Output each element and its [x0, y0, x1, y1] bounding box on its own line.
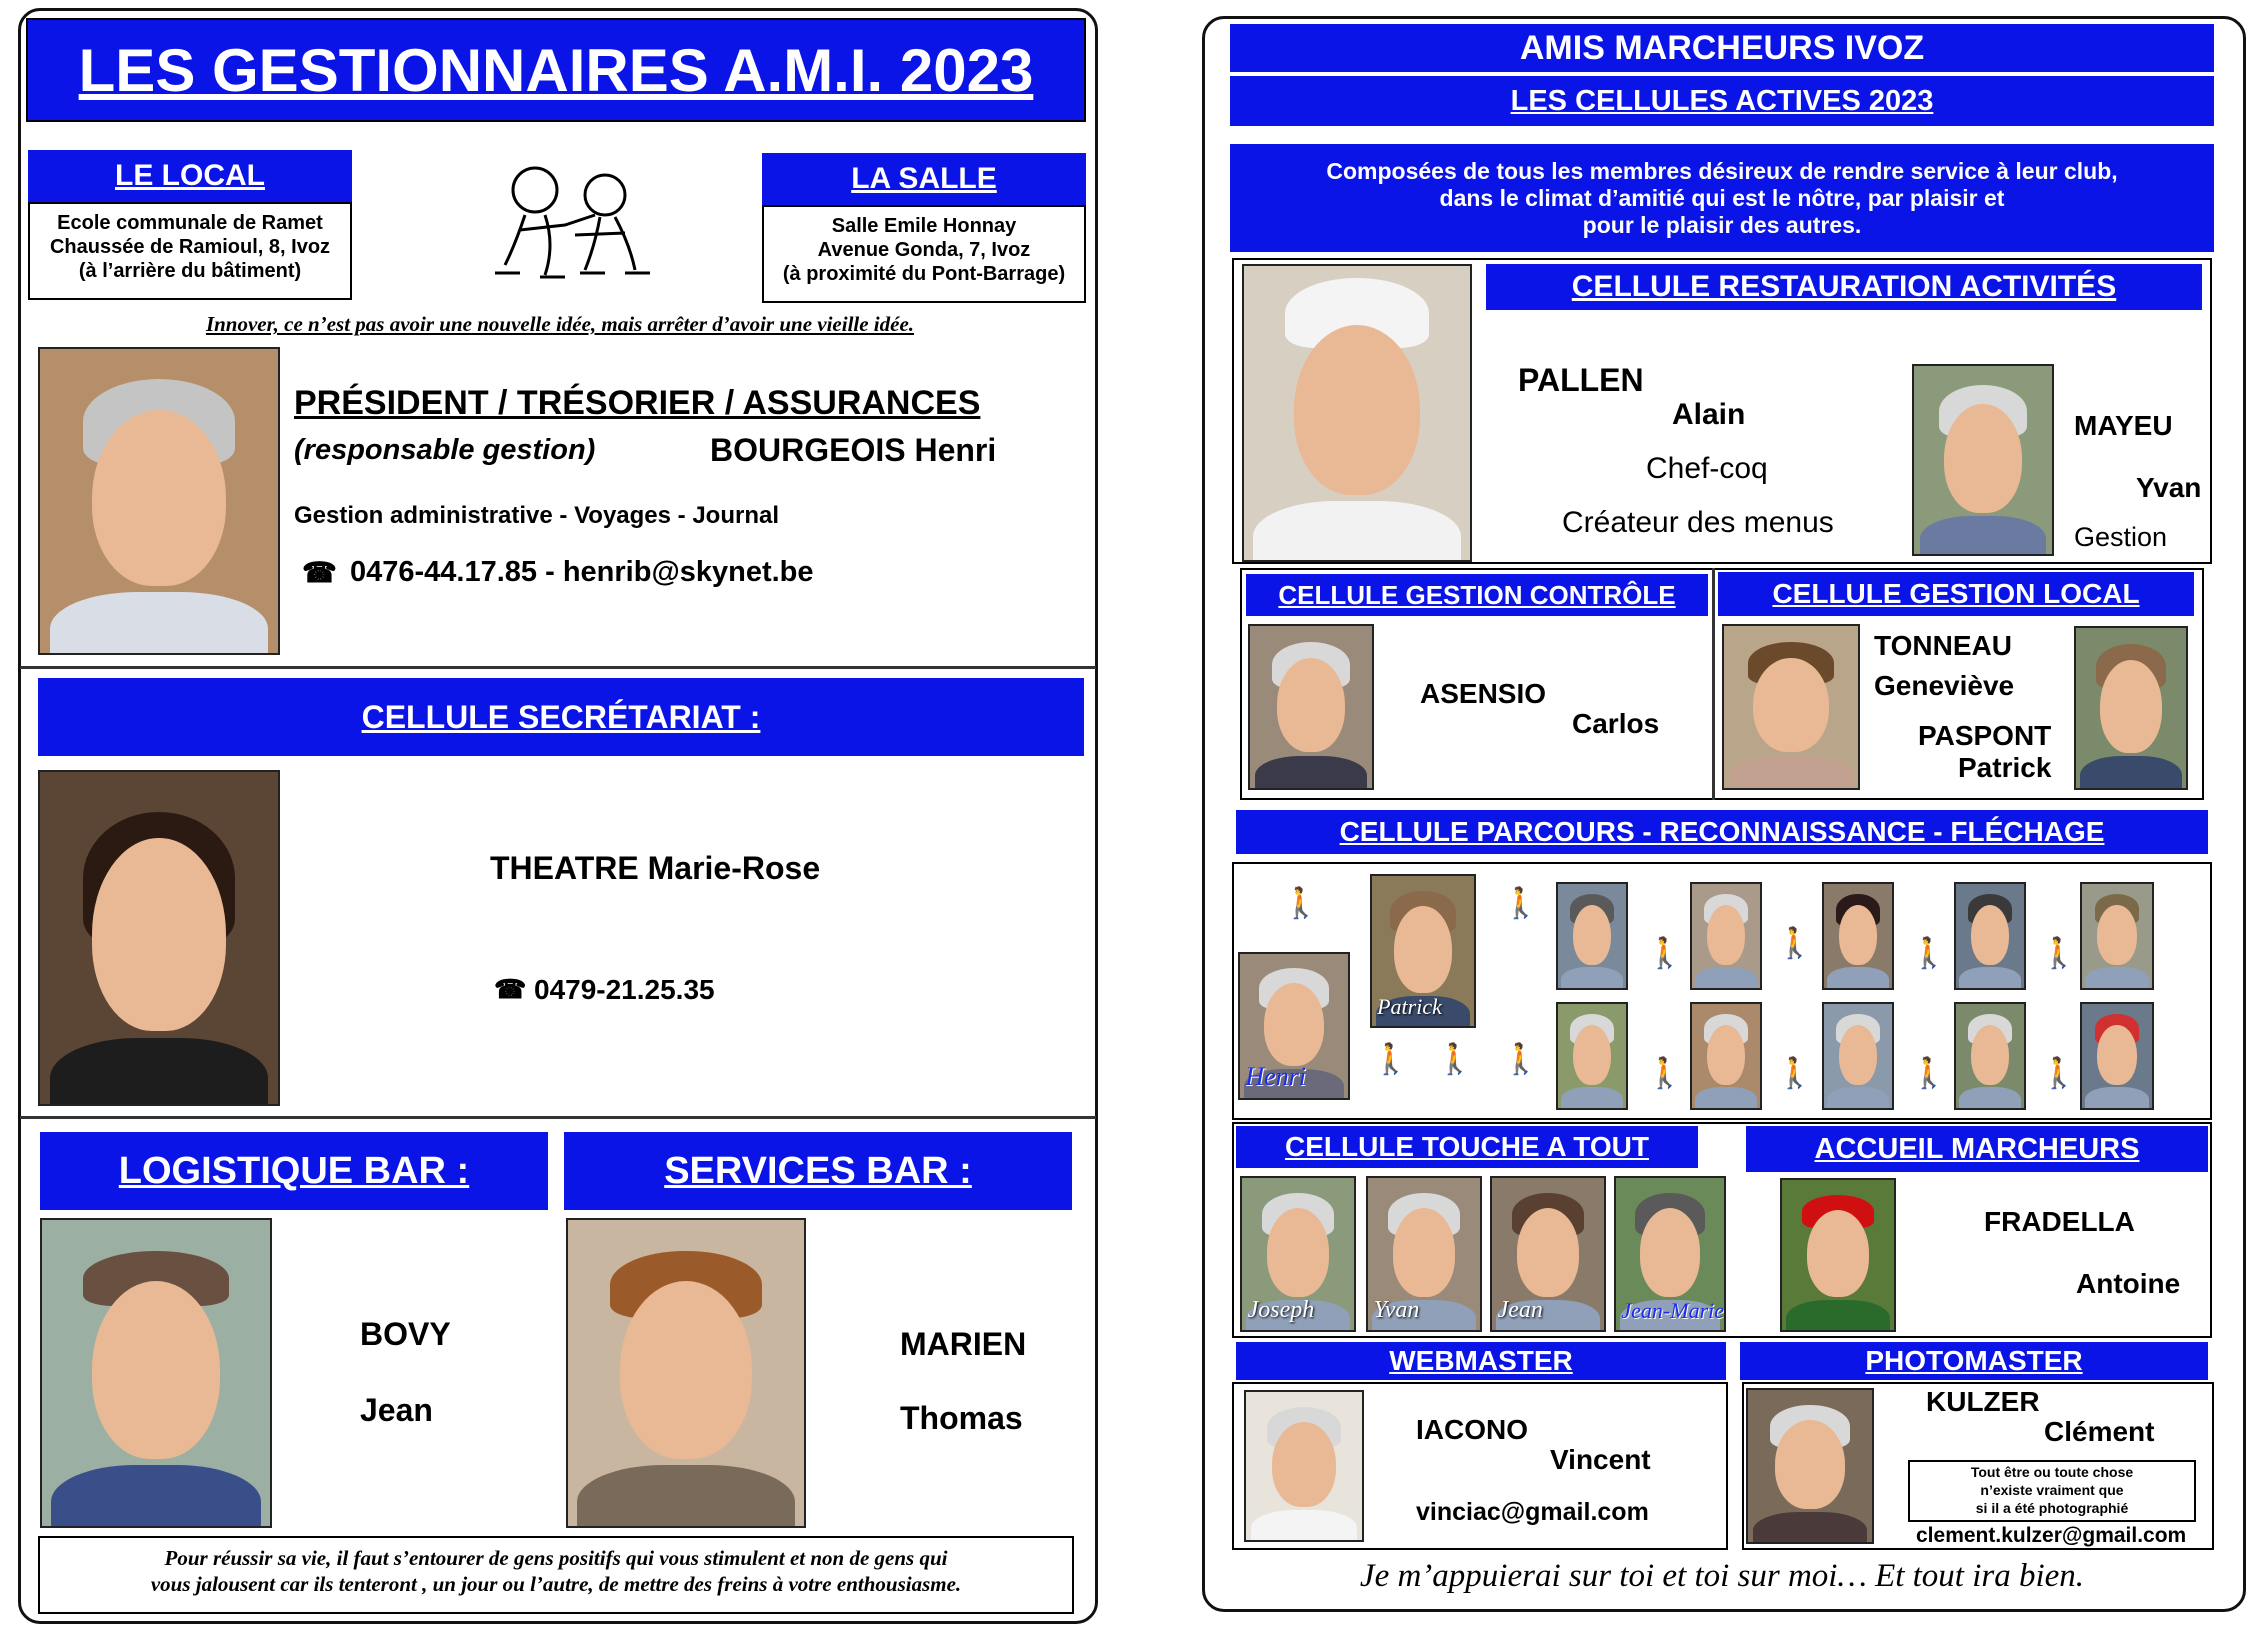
quote-bottom-box	[38, 1536, 1074, 1614]
services-heading: SERVICES BAR :	[564, 1132, 1072, 1210]
parcours-heading: CELLULE PARCOURS - RECONNAISSANCE - FLÉCHAGE	[1236, 810, 2208, 854]
intro-box	[1230, 144, 2214, 252]
secretariat-name: THEATRE Marie-Rose	[490, 850, 821, 886]
salle-line-1: Salle Emile Honnay	[831, 215, 1017, 237]
salle-heading: LA SALLE	[762, 153, 1086, 205]
photomaster-quote-1: Tout être ou toute chose	[1970, 1464, 2134, 1480]
photomaster-heading: PHOTOMASTER	[1740, 1342, 2208, 1380]
photomaster-quote-2: n’existe vraiment que	[1980, 1482, 2124, 1498]
local-line-1: Ecole communale de Ramet	[57, 212, 323, 234]
tonneau-photo	[1722, 624, 1860, 790]
gestion-divider	[1712, 568, 1715, 800]
quote-bottom-line-1: Pour réussir sa vie, il faut s’entourer de gens positifs qui vous stimulent et non de gens qui	[164, 1546, 948, 1570]
services-last: MARIEN	[900, 1326, 1027, 1362]
parcours-member-7	[1690, 1002, 1762, 1110]
logistique-last: BOVY	[360, 1316, 451, 1352]
paspont-photo	[2074, 626, 2188, 790]
services-photo	[566, 1218, 806, 1528]
parcours-patrick-photo	[1370, 874, 1476, 1028]
pallen-role-b: Créateur des menus	[1562, 506, 1834, 539]
secretariat-phone: 0479-21.25.35	[534, 974, 715, 1005]
tonneau-last: TONNEAU	[1874, 630, 2012, 661]
local-address-box	[28, 202, 352, 300]
walker-icon: 🚶	[1776, 927, 1814, 960]
pallen-role-a: Chef-coq	[1646, 452, 1768, 485]
iacono-first: Vincent	[1550, 1444, 1651, 1475]
intro-line-2: dans le climat d’amitié qui est le nôtre, par plaisir et	[1439, 184, 2005, 211]
photomaster-quote-3: si il a été photographié	[1975, 1500, 2129, 1516]
pallen-last: PALLEN	[1518, 362, 1644, 398]
president-photo	[38, 347, 280, 655]
parcours-henri-photo	[1238, 952, 1350, 1100]
divider-1	[20, 666, 1096, 669]
iacono-last: IACONO	[1416, 1414, 1528, 1445]
walker-icon: 🚶	[2040, 937, 2078, 970]
caption-joseph: Joseph	[1247, 1296, 1315, 1323]
logistique-first: Jean	[360, 1392, 433, 1428]
right-title: AMIS MARCHEURS IVOZ	[1230, 24, 2214, 72]
asensio-first: Carlos	[1572, 708, 1660, 739]
mayeu-first: Yvan	[2136, 472, 2202, 503]
parcours-member-9	[1954, 1002, 2026, 1110]
intro-line-3: pour le plaisir des autres.	[1582, 211, 1862, 238]
asensio-last: ASENSIO	[1420, 678, 1547, 709]
touche-jean-photo	[1490, 1176, 1606, 1332]
caption-yvan: Yvan	[1373, 1296, 1420, 1323]
tonneau-first: Geneviève	[1874, 670, 2015, 701]
president-sub: (responsable gestion)	[294, 434, 596, 466]
president-contact: 0476-44.17.85 - henrib@skynet.be	[350, 556, 814, 588]
president-tasks: Gestion administrative - Voyages - Journal	[294, 502, 780, 529]
local-line-2: Chaussée de Ramioul, 8, Ivoz	[49, 236, 331, 258]
salle-line-3: (à proximité du Pont-Barrage)	[782, 263, 1066, 285]
caption-jean: Jean	[1497, 1296, 1543, 1323]
parcours-member-10	[2080, 1002, 2154, 1110]
quote-top: Innover, ce n’est pas avoir une nouvelle idée, mais arrêter d’avoir une vieille idée.	[205, 312, 915, 336]
walker-icon: 🚶	[1502, 1043, 1540, 1076]
touche-yvan-photo	[1366, 1176, 1482, 1332]
footer-quote: Je m’appuierai sur toi et toi sur moi… Et tout ira bien.	[1359, 1558, 2085, 1594]
walker-icon: 🚶	[1436, 1043, 1474, 1076]
paspont-first: Patrick	[1958, 752, 2052, 783]
local-heading: LE LOCAL	[28, 150, 352, 202]
logistique-photo	[40, 1218, 272, 1528]
iacono-photo	[1244, 1390, 1364, 1542]
kulzer-last: KULZER	[1926, 1386, 2040, 1417]
touche-jeanmarie-photo	[1614, 1176, 1726, 1332]
divider-2	[20, 1116, 1096, 1119]
intro-line-1: Composées de tous les membres désireux de rendre service à leur club,	[1326, 157, 2118, 184]
parcours-member-3	[1822, 882, 1894, 990]
parcours-member-4	[1954, 882, 2026, 990]
pallen-photo	[1242, 264, 1472, 562]
caption-jean-marie: Jean-Marie	[1621, 1297, 1725, 1323]
parcours-member-2	[1690, 882, 1762, 990]
dancers-logo-icon	[485, 155, 655, 285]
local-line-3: (à l’arrière du bâtiment)	[78, 260, 302, 282]
walker-icon: 🚶	[1910, 1057, 1948, 1090]
touche-joseph-photo	[1240, 1176, 1356, 1332]
phone-icon: ☎	[302, 557, 337, 588]
webmaster-heading: WEBMASTER	[1236, 1342, 1726, 1380]
parcours-member-5	[2080, 882, 2154, 990]
right-subtitle: LES CELLULES ACTIVES 2023	[1230, 76, 2214, 126]
president-role: PRÉSIDENT / TRÉSORIER / ASSURANCES	[294, 384, 981, 422]
fradella-photo	[1780, 1178, 1896, 1332]
quote-bottom-line-2: vous jalousent car ils tenteront , un jour ou l’autre, de mettre des freins à votre enthousiasme.	[150, 1572, 962, 1596]
services-first: Thomas	[900, 1400, 1023, 1436]
paspont-last: PASPONT	[1918, 720, 2052, 751]
mayeu-last: MAYEU	[2074, 410, 2173, 441]
accueil-heading: ACCUEIL MARCHEURS	[1746, 1126, 2208, 1172]
walker-icon: 🚶	[1372, 1043, 1410, 1076]
left-title: LES GESTIONNAIRES A.M.I. 2023	[26, 18, 1086, 122]
parcours-member-8	[1822, 1002, 1894, 1110]
caption-patrick: Patrick	[1377, 994, 1442, 1019]
fradella-first: Antoine	[2076, 1268, 2181, 1299]
caption-henri: Henri	[1245, 1062, 1307, 1092]
walker-icon: 🚶	[1910, 937, 1948, 970]
parcours-member-6	[1556, 1002, 1628, 1110]
president-name: BOURGEOIS Henri	[710, 432, 997, 468]
parcours-member-1	[1556, 882, 1628, 990]
asensio-photo	[1248, 624, 1374, 790]
controle-heading: CELLULE GESTION CONTRÔLE	[1246, 574, 1708, 616]
walker-icon: 🚶	[1646, 1057, 1684, 1090]
secretariat-photo	[38, 770, 280, 1106]
pallen-first: Alain	[1672, 398, 1746, 431]
walker-icon: 🚶	[1776, 1057, 1814, 1090]
secretariat-phone-icon: ☎	[494, 974, 527, 1004]
photomaster-quote-box	[1908, 1460, 2196, 1522]
walker-icon: 🚶	[1646, 937, 1684, 970]
webmaster-email[interactable]: vinciac@gmail.com	[1416, 1498, 1649, 1526]
kulzer-first: Clément	[2044, 1416, 2155, 1447]
fradella-last: FRADELLA	[1984, 1206, 2135, 1237]
kulzer-photo	[1746, 1388, 1874, 1544]
local-cell-heading: CELLULE GESTION LOCAL	[1718, 572, 2194, 616]
salle-line-2: Avenue Gonda, 7, Ivoz	[817, 239, 1031, 261]
mayeu-role: Gestion	[2074, 522, 2168, 552]
salle-address-box	[762, 205, 1086, 303]
restauration-heading: CELLULE RESTAURATION ACTIVITÉS	[1486, 264, 2202, 310]
touche-heading: CELLULE TOUCHE A TOUT	[1236, 1126, 1698, 1168]
mayeu-photo	[1912, 364, 2054, 556]
logistique-heading: LOGISTIQUE BAR :	[40, 1132, 548, 1210]
photomaster-email[interactable]: clement.kulzer@gmail.com	[1916, 1524, 2187, 1547]
secretariat-heading: CELLULE SECRÉTARIAT :	[38, 678, 1084, 756]
walker-icon: 🚶	[1282, 887, 1320, 920]
walker-icon: 🚶	[2040, 1057, 2078, 1090]
walker-icon: 🚶	[1502, 887, 1540, 920]
